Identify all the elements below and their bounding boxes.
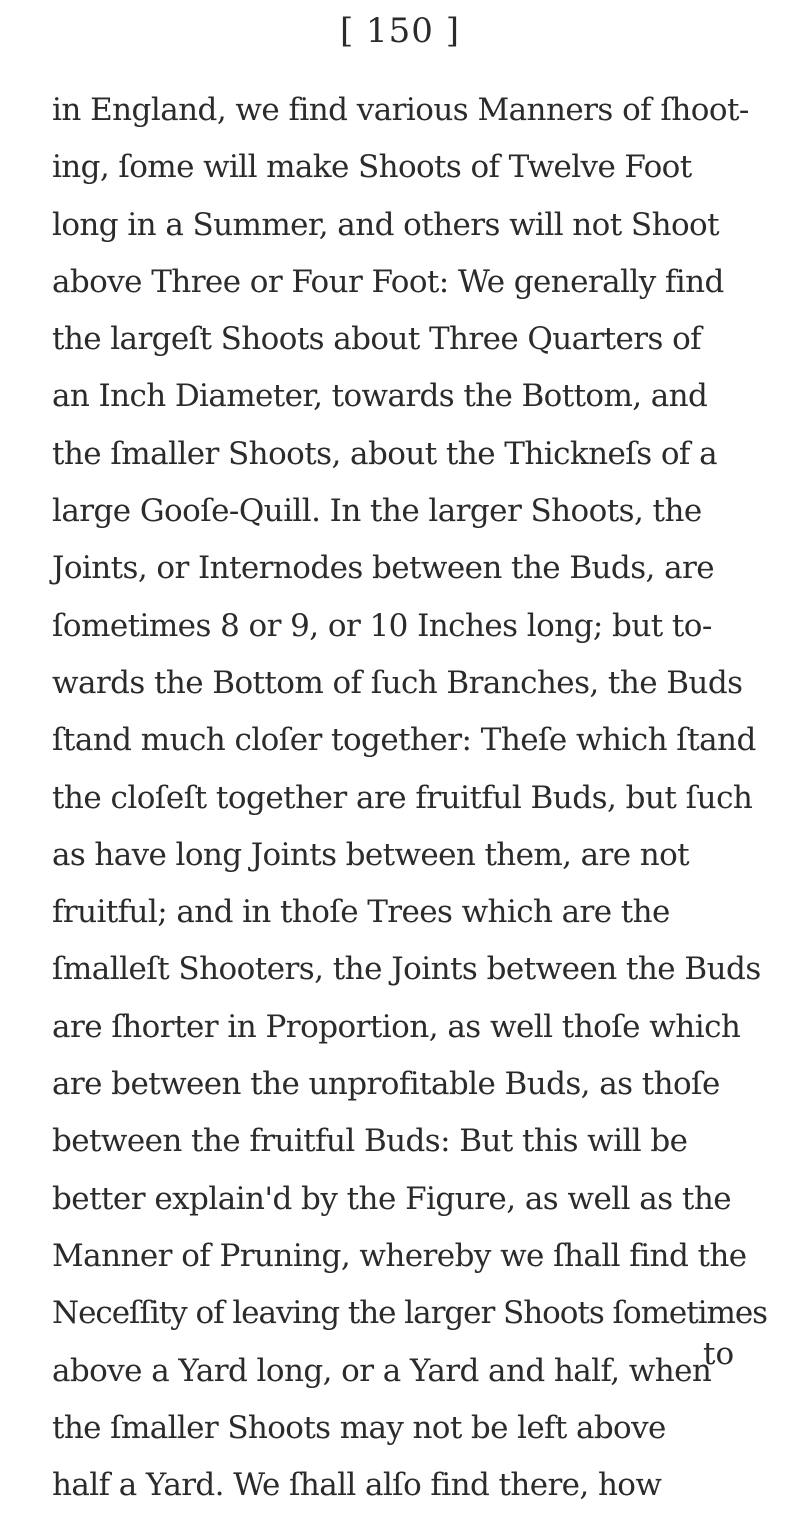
text-line: above Three or Four Foot: We generally find (52, 263, 724, 300)
text-line: the ſmaller Shoots, about the Thickneſs of a (52, 435, 718, 472)
text-line: in England, we find various Manners of ſhoot- (52, 92, 749, 128)
catchword: to (703, 1336, 735, 1372)
text-line: ſometimes 8 or 9, or 10 Inches long; but to- (52, 607, 712, 644)
text-line: between the fruitful Buds: But this will be (52, 1123, 688, 1160)
text-line: better explain'd by the Figure, as well as the (52, 1180, 732, 1217)
text-line: above a Yard long, or a Yard and half, when (52, 1352, 712, 1389)
body-text (52, 82, 792, 1514)
text-line: the cloſeſt together are fruitful Buds, but ſuch (52, 779, 753, 816)
text-line: are between the unprofitable Buds, as thoſe (52, 1066, 720, 1103)
text-line: fruitful; and in thoſe Trees which are the (52, 894, 670, 931)
text-line: the largeſt Shoots about Three Quarters of (52, 321, 702, 358)
text-line: long in a Summer, and others will not Shoot (52, 206, 719, 243)
text-line: half a Yard. We ſhall alſo find there, how (52, 1467, 662, 1504)
text-line: large Gooſe-Quill. In the larger Shoots, the (52, 493, 702, 530)
text-line: wards the Bottom of ſuch Branches, the Buds (52, 664, 743, 701)
text-line: the ſmaller Shoots may not be left above (52, 1409, 666, 1446)
text-line: ſmalleſt Shooters, the Joints between the Buds (52, 951, 761, 988)
text-line: an Inch Diameter, towards the Bottom, and (52, 378, 708, 415)
text-line: Manner of Pruning, whereby we ſhall find the (52, 1237, 747, 1274)
text-line: as have long Joints between them, are not (52, 836, 689, 873)
text-line: are ſhorter in Proportion, as well thoſe which (52, 1008, 741, 1045)
text-line: Joints, or Internodes between the Buds, are (52, 550, 714, 587)
text-line: Neceſſity of leaving the larger Shoots ſometimes (52, 1295, 768, 1332)
text-line: ſtand much cloſer together: Theſe which ſtand (52, 722, 756, 759)
text-line: ing, ſome will make Shoots of Twelve Foot (52, 149, 692, 186)
page-number: [ 150 ] (339, 11, 461, 51)
